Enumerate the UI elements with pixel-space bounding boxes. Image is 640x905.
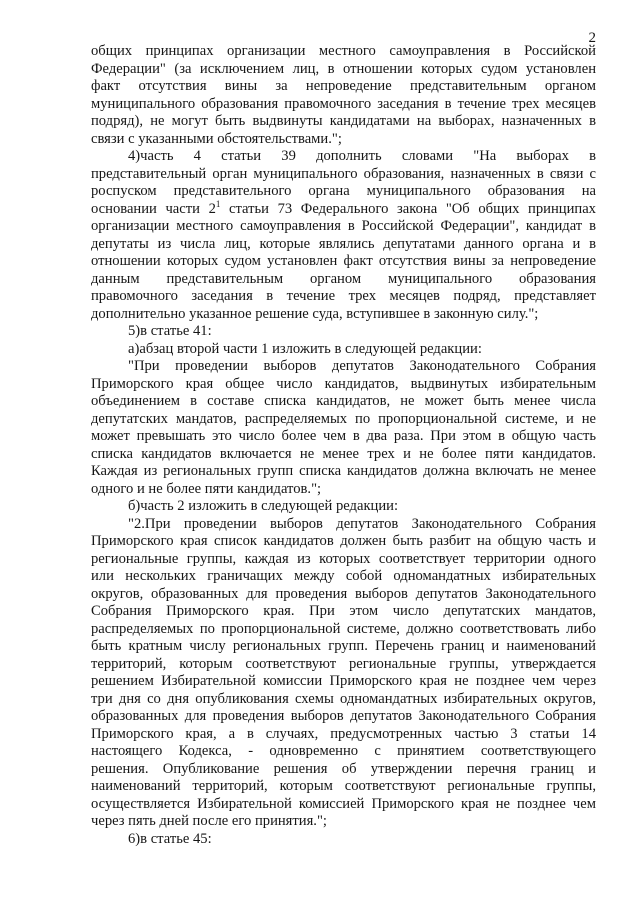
text-line: может превышать это число более чем в два раза. При этом в общую часть: [91, 428, 596, 444]
text-line: организации местного самоуправления в Российской Федерации", кандидат в: [91, 218, 596, 234]
text-line: решением Избирательной комиссии Приморского края не позднее чем через: [91, 673, 596, 689]
text-line: правомочного заседания в течение трех месяцев подряд, представляет: [91, 288, 596, 304]
paragraph-item-5a: [91, 341, 596, 359]
text-line: факт отсутствия вины за непроведение представительным органом: [91, 78, 596, 94]
document-body: [91, 43, 596, 848]
text-line: решения. Опубликование решения об утверждении перечня границ и: [91, 760, 596, 777]
text-line: Приморского края общее число кандидатов, выдвинутых избирательным: [91, 375, 596, 392]
text-fragment: основании части 2: [91, 200, 216, 217]
text-line: списка кандидатов включается не менее трех и не более пяти кандидатов.: [91, 445, 596, 462]
text-line: объединением в составе списка кандидатов, не может быть менее числа: [91, 393, 596, 409]
paragraph-continuation: [91, 43, 596, 148]
text-fragment: статьи 73 Федерального закона "Об общих принципах: [220, 200, 596, 217]
text-line: территорий, которым соответствуют региональные группы, утверждается: [91, 655, 596, 672]
text-line: наименований территорий, которым соответствуют региональные группы,: [91, 778, 596, 794]
text-line: дополнительно указанное решение суда, вступившее в законную силу.";: [91, 305, 539, 322]
text-line: отношении которых судом установлен факт отсутствия вины за непроведение: [91, 253, 596, 269]
paragraph-item-5: [91, 323, 596, 341]
text-line: Собрания Приморского края. При этом число депутатских мандатов,: [91, 603, 596, 619]
text-line: через пять дней после его принятия.";: [91, 813, 327, 829]
text-line: образованных для проведения выборов депутатов Законодательного Собрания: [91, 708, 596, 724]
paragraph-item-5b: [91, 498, 596, 516]
text-line: Федерации" (за исключением лиц, в отношении которых судом установлен: [91, 60, 596, 77]
superscript-number: 1: [215, 198, 221, 209]
text-line: роспуском представительного органа муниципального образования на: [91, 183, 596, 199]
text-line: общих принципах организации местного самоуправления в Российской: [91, 43, 596, 59]
text-line: данным представительным органом муниципального образования: [91, 270, 596, 287]
text-line: округов, образованных для проведения выборов депутатов Законодательного: [91, 585, 596, 602]
paragraph-item-5b-text: [91, 516, 596, 831]
text-line: представительный орган муниципального образования, назначенных в связи с: [91, 165, 596, 182]
text-line: быть кратным числу региональных групп. Перечень границ и наименований: [91, 638, 596, 654]
text-line: или нескольких граничащих между собой одномандатных избирательных: [91, 568, 596, 584]
text-line: 5)в статье 41:: [128, 323, 212, 339]
text-line: [91, 198, 596, 219]
paragraph-item-5a-text: [91, 358, 596, 498]
text-line: б)часть 2 изложить в следующей редакции:: [128, 498, 399, 514]
text-line: 4)часть 4 статьи 39 дополнить словами "На выборах в: [128, 148, 596, 164]
text-line: три дня со дня опубликования схемы одномандатных избирательных округов,: [91, 690, 596, 707]
text-line: одного и не более пяти кандидатов.";: [91, 480, 322, 497]
text-line: Приморского края, а в случаях, предусмотренных частью 3 статьи 14: [91, 725, 596, 742]
text-line: депутаты из числа лиц, которые являлись депутатами данного органа и в: [91, 235, 596, 252]
text-line: "При проведении выборов депутатов Законодательного Собрания: [128, 358, 596, 374]
text-line: муниципального образования правомочного заседания в течение трех месяцев: [91, 95, 596, 112]
paragraph-item-4: [91, 148, 596, 323]
text-line: подряд), не могут быть выдвинуты кандидатами на выборах, назначенных в: [91, 113, 596, 129]
paragraph-item-6: [91, 831, 596, 849]
text-line: Приморского края список кандидатов должен быть разбит на общую часть и: [91, 533, 596, 549]
text-line: распределяемых по пропорциональной системе, должно соответствовать либо: [91, 620, 596, 637]
text-line: 6)в статье 45:: [128, 830, 212, 847]
text-line: региональные группы, каждая из которых соответствует территории одного: [91, 550, 596, 567]
text-line: связи с указанными обстоятельствами.";: [91, 130, 342, 147]
text-line: осуществляется Избирательной комиссией Приморского края не позднее чем: [91, 795, 596, 812]
page-number: 2: [588, 30, 596, 46]
text-line: а)абзац второй части 1 изложить в следующей редакции:: [128, 340, 482, 357]
text-line: Каждая из региональных групп списка кандидатов должна включать не менее: [91, 463, 596, 479]
text-line: настоящего Кодекса, - одновременно с принятием соответствующего: [91, 743, 596, 759]
text-line: депутатских мандатов, распределяемых по пропорциональной системе, и не: [91, 410, 596, 427]
text-line: "2.При проведении выборов депутатов Законодательного Собрания: [128, 515, 596, 532]
